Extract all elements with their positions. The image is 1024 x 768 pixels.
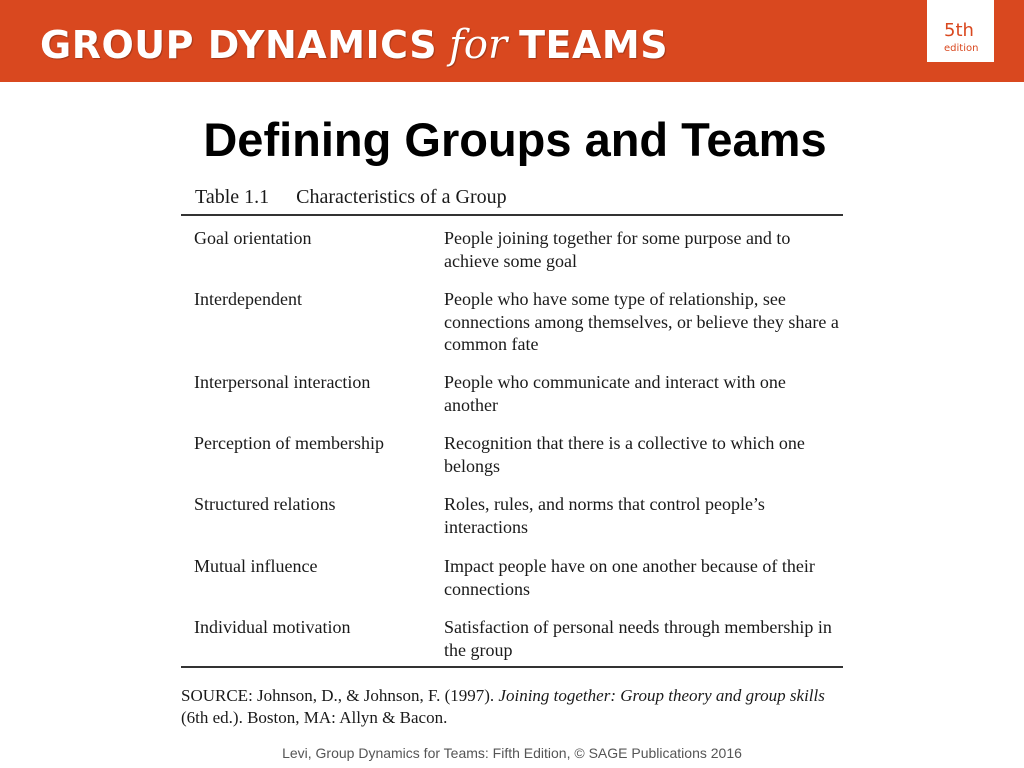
row-term: Interdependent	[194, 289, 302, 309]
row-term: Individual motivation	[194, 617, 351, 637]
slide-title: Defining Groups and Teams	[203, 113, 827, 166]
row-description: Recognition that there is a collective to which one belongs	[444, 433, 805, 476]
source-book-title: Joining together: Group theory and group skills	[498, 686, 825, 705]
table-bottom-rule	[181, 666, 843, 668]
row-term: Perception of membership	[194, 433, 384, 453]
brand-text-for: for	[449, 22, 508, 68]
row-term: Interpersonal interaction	[194, 372, 371, 392]
row-description: People joining together for some purpose and to achieve some goal	[444, 228, 791, 271]
row-description: Satisfaction of personal needs through membership in the group	[444, 617, 832, 660]
brand-text-teams: TEAMS	[519, 23, 669, 67]
source-citation	[181, 685, 851, 728]
row-description: Impact people have on one another because of their connections	[444, 556, 815, 599]
row-description: People who have some type of relationship, see connections among themselves, or believe they share a common fate	[444, 289, 839, 354]
row-description: Roles, rules, and norms that control people’s interactions	[444, 494, 765, 537]
brand-text-group-dynamics: GROUP DYNAMICS	[40, 23, 438, 67]
edition-label: edition	[944, 43, 979, 54]
source-suffix: (6th ed.). Boston, MA: Allyn & Bacon.	[181, 707, 448, 727]
slide-footer: Levi, Group Dynamics for Teams: Fifth Edition, © SAGE Publications 2016	[282, 745, 742, 761]
row-term: Mutual influence	[194, 556, 318, 576]
row-term: Structured relations	[194, 494, 336, 514]
edition-number: 5th	[944, 20, 974, 41]
row-description: People who communicate and interact with one another	[444, 372, 786, 415]
source-prefix: SOURCE: Johnson, D., & Johnson, F. (1997).	[181, 686, 495, 705]
table-number: Table 1.1	[195, 186, 270, 208]
table-title: Characteristics of a Group	[296, 186, 507, 208]
row-term: Goal orientation	[194, 228, 312, 248]
